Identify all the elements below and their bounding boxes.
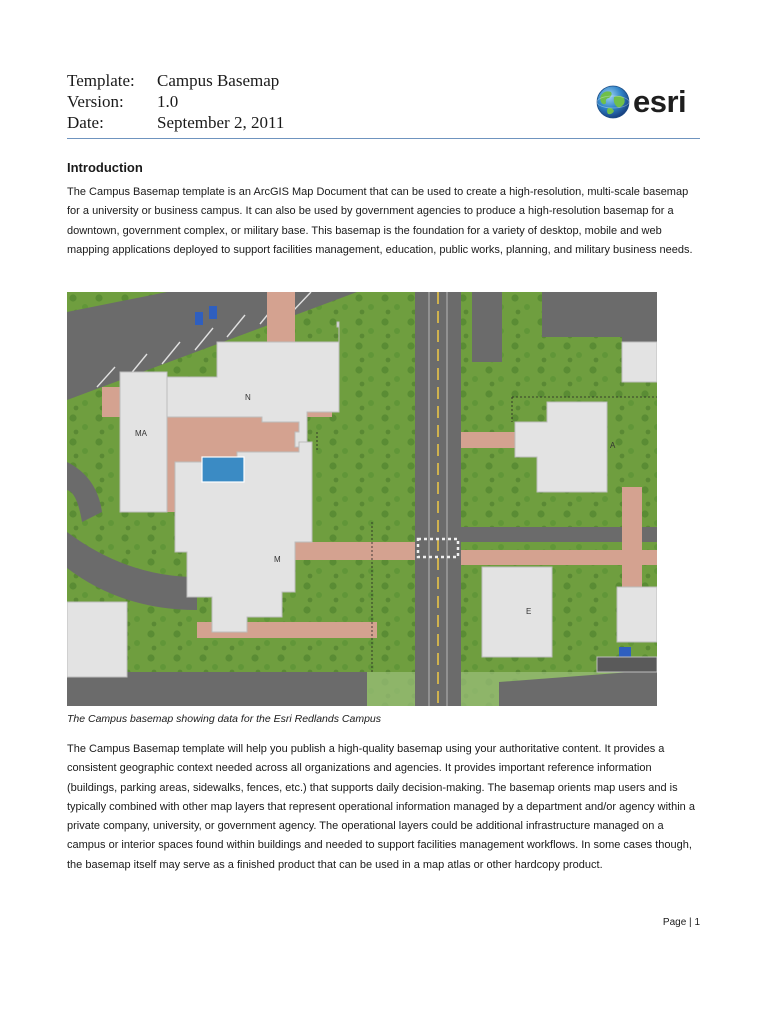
building-label-ma: MA [135,429,147,438]
pool-water [202,457,244,482]
version-row [67,91,284,112]
header-rule [67,138,700,139]
page-number: 1 [694,917,700,928]
date-value: September 2, 2011 [157,113,285,132]
page-separator: | [689,917,692,928]
template-value: Campus Basemap [157,71,280,90]
building-label-n: N [245,393,251,402]
page-label: Page [662,917,687,928]
body-paragraph: The Campus Basemap template will help you publish a high-quality basemap using your authoritative content. It provides a consistent geographic context needed across all organizations and agencies. It provides important reference information (buildings, parking areas, sidewalks, fences, etc.) that supports daily decision-making. The basemap orients map users and is typically combined with other map layers that represent operational information managed by a department and/or agency within a private company, university, or government agency. The operational layers could be additional infrastructure managed on a campus or interior spaces found within buildings and needed to support facilities management workflows. In some cases though, the basemap itself may serve as a finished product that can be used in a map atlas or other hardcopy product. [67,743,695,871]
intro-paragraph: The Campus Basemap template is an ArcGIS Map Document that can be used to create a high-resolution, multi-scale basemap for a university or business campus. It can also be used by government agencies to produce a high-resolution basemap for a downtown, government complex, or military base. This basemap is the foundation for a variety of desktop, mobile and web mapping applications deployed to support facilities management, education, public works, planning, and military business needs. [67,186,693,256]
building-label-a: A [610,441,616,450]
document-header [67,70,284,133]
template-row [67,70,284,91]
version-value: 1.0 [157,92,179,111]
building-label-e: E [526,607,532,616]
building-label-m: M [274,555,281,564]
logo-text: esri [633,84,687,119]
section-heading: Introduction [67,160,143,175]
date-row [67,112,284,133]
globe-icon [596,85,630,119]
version-label: Version: [67,92,124,111]
page-footer [663,917,700,928]
map-caption: The Campus basemap showing data for the Esri Redlands Campus [67,713,381,725]
date-label: Date: [67,113,104,132]
esri-logo [596,84,686,120]
template-label: Template: [67,71,135,90]
campus-map [67,292,657,706]
